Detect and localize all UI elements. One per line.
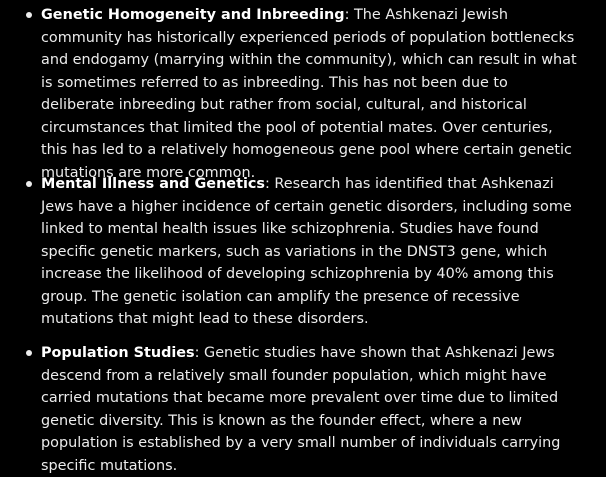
list-item: [41, 173, 581, 331]
list-item-term: Genetic Homogeneity and Inbreeding: [41, 7, 345, 23]
list-item-term: Mental Illness and Genetics: [41, 176, 265, 192]
list-item-text: : Research has identified that Ashkenazi Jews have a higher incidence of certain genetic disorders, including some linked to mental health issues like schizophrenia. Studies have found specific genetic markers, such as variations in the DNST3 gene, which increase the likelihood of developing schizophrenia by 40% among this group. The genetic isolation can amplify the presence of recessive mutations that might lead to these disorders.: [41, 176, 572, 327]
list-item-text: : The Ashkenazi Jewish community has historically experienced periods of population bottlenecks and endogamy (marrying within the community), which can result in what is sometimes referred to as inbreeding. This has not been due to deliberate inbreeding but rather from social, cultural, and historical circumstances that limited the pool of potential mates. Over centuries, this has led to a relatively homogeneous gene pool where certain genetic mutations are more common.: [41, 7, 577, 181]
list-item: [41, 4, 581, 184]
list-item: [41, 342, 581, 477]
list-item-term: Population Studies: [41, 345, 195, 361]
list-item-text: : Genetic studies have shown that Ashkenazi Jews descend from a relatively small founder population, which might have carried mutations that became more prevalent over time due to limited genetic diversity. This is known as the founder effect, where a new population is established by a very small number of individuals carrying specific mutations.: [41, 345, 561, 474]
